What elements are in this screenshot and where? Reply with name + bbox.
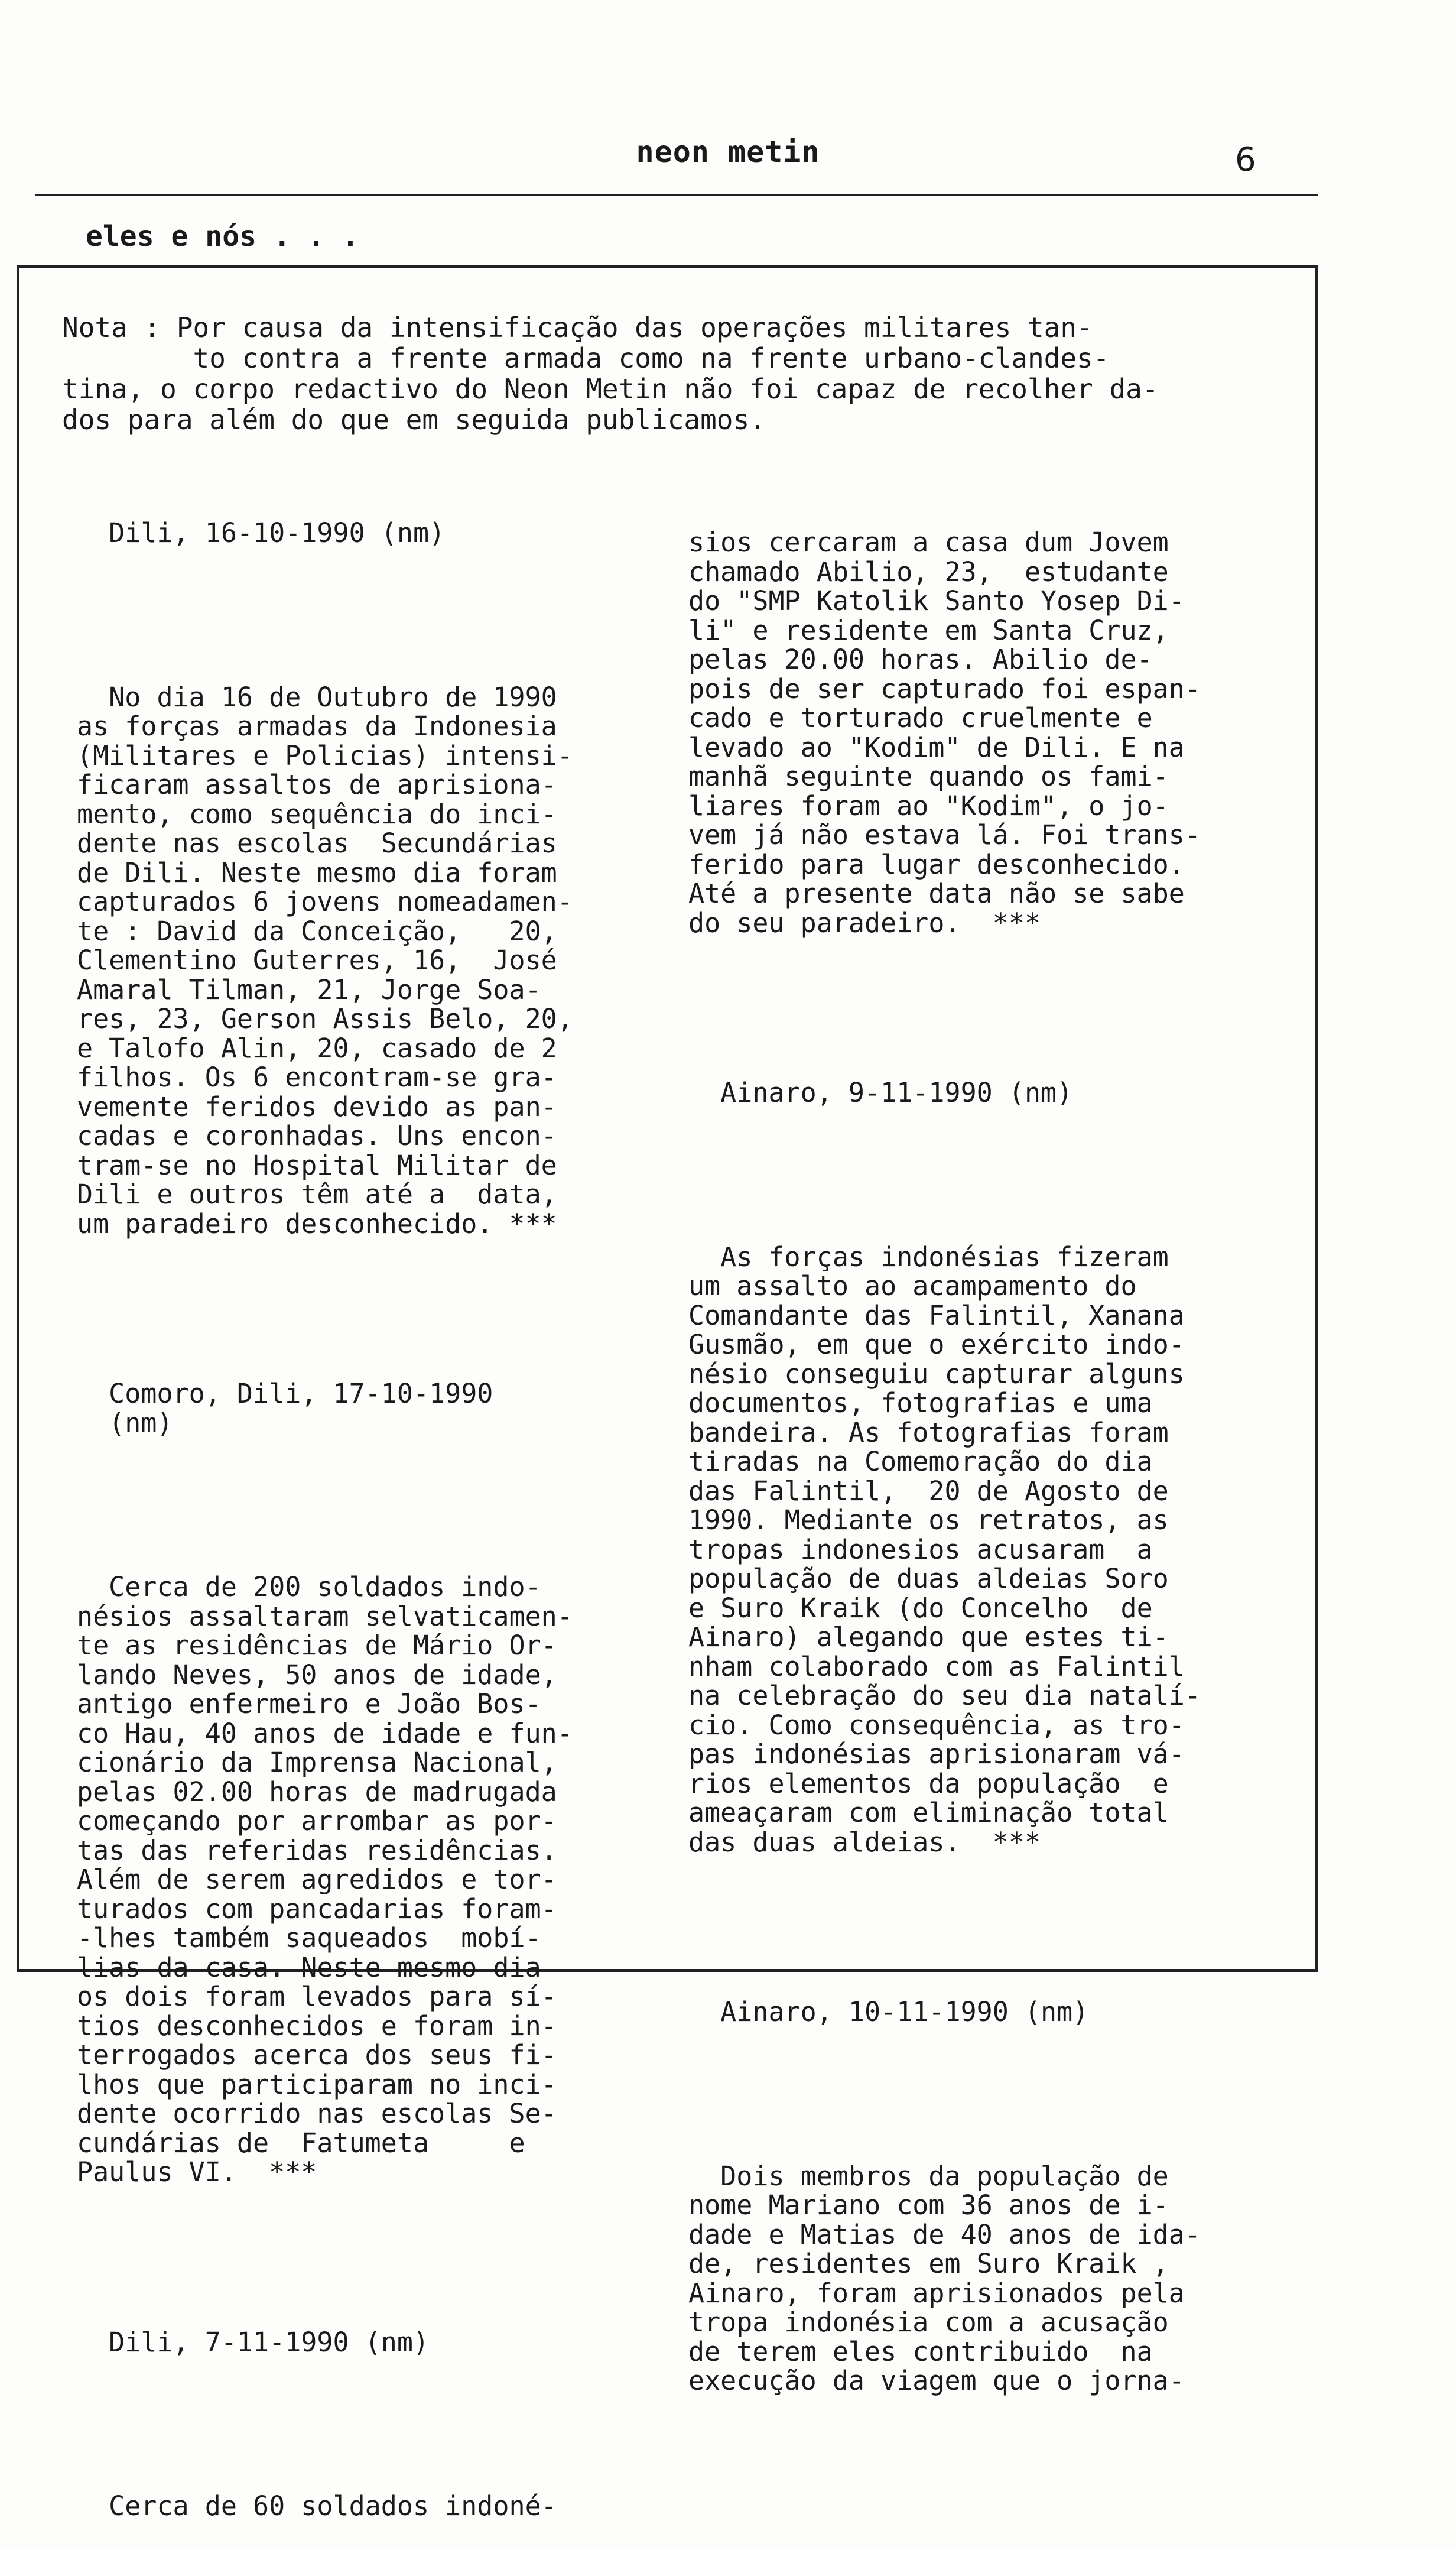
right-column: [688, 469, 1273, 2425]
dateline: Dili, 7-11-1990 (nm): [77, 2326, 430, 2358]
dateline: Comoro, Dili, 17-10-1990 (nm): [109, 1378, 493, 1439]
article-body: Cerca de 60 soldados indoné-: [77, 2490, 557, 2522]
article-body: Cerca de 200 soldados indo- nésios assaltaram selvaticamen- te as residências de Mário Or- lando Neves, 50 anos de idade, antigo enfermeiro e João Bos- co Hau, 40 anos de idade e fun- cionário da Imprensa Nacional, pelas 02.00 horas de madrugada começando por arrombar as por- tas das referidas residências. Além de serem agredidos e tor- turados com pancadarias foram- -lhes também saqueados mobí- lias da casa. Neste mesmo dia os dois foram levados para sí- tios desconhecidos e foram in- terrogados acerca dos seus fi- lhos que participaram no inci- dente ocorrido nas escolas Se- cundárias de Fatumeta e Paulus VI. ***: [77, 1571, 573, 2188]
section-title: eles e nós . . .: [86, 220, 359, 253]
dateline: Dili, 16-10-1990 (nm): [77, 517, 446, 549]
masthead-title: neon metin: [636, 135, 820, 169]
article-body: Dois membros da população de nome Mariano com 36 anos de i- dade e Matias de 40 anos de ida- de, residentes em Suro Kraik , Ainaro, foram aprisionados pela tropa indonésia com a acusação de terem eles contribuido na execução da viagem que o jorna-: [688, 2160, 1201, 2396]
page-number: 6: [1235, 141, 1256, 179]
article-body: No dia 16 de Outubro de 1990 as forças armadas da Indonesia (Militares e Policias) intensi- ficaram assaltos de aprisiona- mento, como sequência do inci- dente nas escolas Secundárias de Dili. Neste mesmo dia foram capturados 6 jovens nomeadamen- te : David da Conceição, 20, Clementino Guterres, 16, José Amaral Tilman, 21, Jorge Soa- res, 23, Gerson Assis Belo, 20, e Talofo Alin, 20, casado de 2 filhos. Os 6 encontram-se gra- vemente feridos devido as pan- cadas e coronhadas. Uns encon- tram-se no Hospital Militar de Dili e outros têm até a data, um paradeiro desconhecido. ***: [77, 681, 573, 1240]
article-body: As forças indonésias fizeram um assalto ao acampamento do Comandante das Falintil, Xanana Gusmão, em que o exército indo- nésio conseguiu capturar alguns documentos, fotografias e uma bandeira. As fotografias foram tiradas na Comemoração do dia das Falintil, 20 de Agosto de 1990. Mediante os retratos, as tropas indonesios acusaram a população de duas aldeias Soro e Suro Kraik (do Concelho de Ainaro) alegando que estes ti- nham colaborado com as Falintil na celebração do seu dia natalí- cio. Como consequência, as tro- pas indonésias aprisionaram vá- rios elementos da população e ameaçaram com eliminação total das duas aldeias. ***: [688, 1241, 1201, 1858]
editorial-note: Nota : Por causa da intensificação das operações militares tan- to contra a frente armada como na frente urbano-clandes- tina, o corpo redactivo do Neon Metin não foi capaz de recolher da- dos para além do que em seguida publicamos.: [62, 312, 1159, 436]
header-rule: [35, 194, 1318, 196]
left-column: [77, 460, 638, 2550]
dateline: Ainaro, 9-11-1990 (nm): [688, 1077, 1073, 1108]
article-body: sios cercaram a casa dum Jovem chamado Abilio, 23, estudante do "SMP Katolik Santo Yosep Di- li" e residente em Santa Cruz, pelas 20.00 horas. Abilio de- pois de ser capturado foi espan- cado e torturado cruelmente e levado ao "Kodim" de Dili. E na manhã seguinte quando os fami- liares foram ao "Kodim", o jo- vem já não estava lá. Foi trans- ferido para lugar desconhecido. Até a presente data não se sabe do seu paradeiro. ***: [688, 527, 1201, 939]
dateline: Ainaro, 10-11-1990 (nm): [688, 1996, 1089, 2027]
